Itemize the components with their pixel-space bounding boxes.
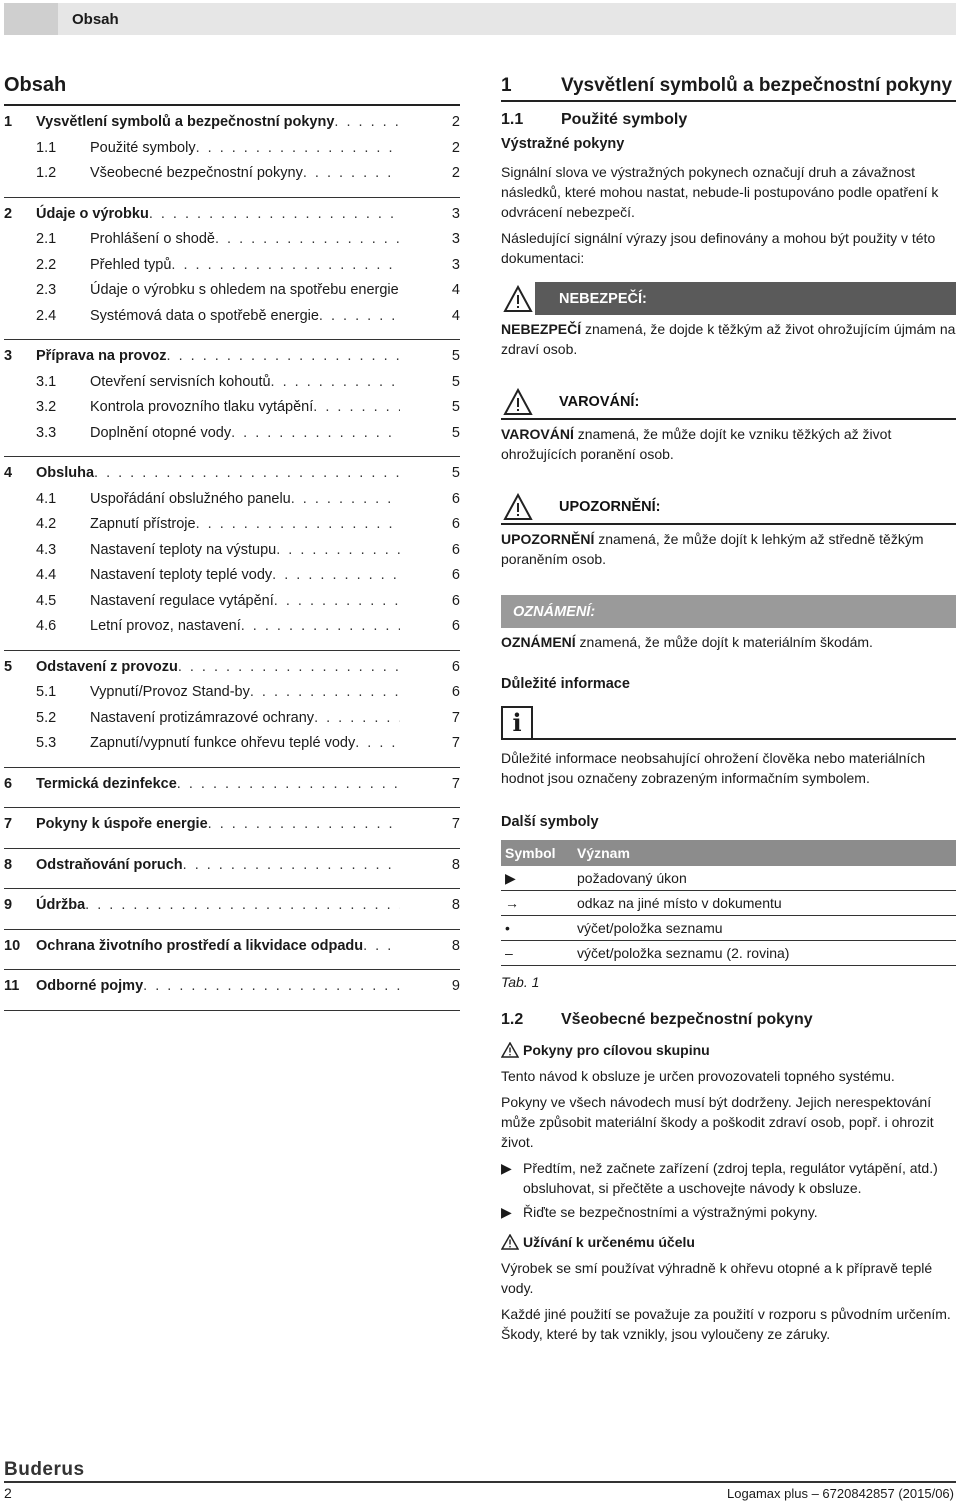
toc-page: 5: [451, 348, 460, 364]
notice-label: OZNÁMENÍ:: [513, 603, 596, 620]
section-rule: [501, 100, 956, 102]
section-1-title: Vysvětlení symbolů a bezpečnostní pokyny: [561, 75, 953, 96]
toc-leader: [271, 374, 400, 390]
table-cell: výčet/položka seznamu: [573, 916, 956, 941]
intended-use-title: Užívání k určenému účelu: [523, 1234, 695, 1250]
danger-text: [501, 319, 956, 359]
toc-subentry[interactable]: [4, 231, 460, 257]
table-row: [501, 941, 956, 966]
table-row: [501, 866, 956, 891]
toc-label: Uspořádání obslužného panelu: [90, 490, 291, 507]
toc-section: [4, 651, 460, 768]
toc-leader: [178, 659, 400, 675]
toc-leader: [363, 938, 400, 954]
info-title: Důležité informace: [501, 676, 630, 692]
section-1-number: 1: [501, 75, 512, 96]
right-column: [501, 72, 956, 1350]
toc-page: 6: [451, 516, 460, 532]
toc-leader: [274, 593, 400, 609]
info-text: Důležité informace neobsahující ohrožení člověka nebo materiálních hodnot jsou označeny zobrazeným informačním symbolem.: [501, 750, 926, 786]
toc-section: [4, 930, 460, 971]
table-caption: Tab. 1: [501, 974, 540, 990]
notice-word: OZNÁMENÍ: [501, 634, 576, 650]
toc-page: 6: [451, 618, 460, 634]
toc-label: Nastavení protizámrazové ochrany: [90, 709, 315, 726]
caution-banner: [501, 490, 956, 525]
toc-leader: [149, 206, 400, 222]
toc-leader: [313, 399, 400, 415]
toc-section: [4, 457, 460, 651]
toc-number: 5: [4, 658, 13, 675]
toc-leader: [272, 567, 400, 583]
list-item-text: Předtím, než začnete zařízení (zdroj tepla, regulátor vytápění, atd.) obsluhovat, si přečtěte a uschovejte návody k obsluze.: [523, 1160, 938, 1196]
toc-leader: [334, 114, 400, 130]
warning-text: [501, 424, 956, 464]
toc-section: [4, 198, 460, 341]
toc-subentry[interactable]: [4, 491, 460, 517]
toc-page: 8: [451, 937, 460, 954]
toc-subentry[interactable]: [4, 399, 460, 425]
section-1-2-title: Všeobecné bezpečnostní pokyny: [561, 1011, 813, 1028]
toc-label: Nastavení teploty teplé vody: [90, 567, 273, 583]
toc-section: [4, 340, 460, 457]
toc-leader: [196, 516, 400, 532]
toc-number: 3.2: [36, 399, 57, 415]
use-text-1: Výrobek se smí používat výhradně k ohřevu otopné a k přípravě teplé vody.: [501, 1260, 933, 1296]
toc-label: Příprava na provoz: [36, 348, 167, 364]
toc-leader: [85, 897, 400, 913]
toc-section: [4, 768, 460, 809]
info-icon: i: [501, 706, 533, 740]
list-item: [501, 1202, 956, 1222]
warning-triangle-icon: [501, 282, 535, 315]
toc-leader: [355, 735, 400, 751]
toc-subentry[interactable]: [4, 374, 460, 400]
list-item-text: Řiďte se bezpečnostními a výstražnými pokyny.: [523, 1204, 818, 1220]
toc-label: Použité symboly: [90, 139, 196, 156]
toc-page: 2: [451, 114, 460, 130]
list-item: [501, 1158, 956, 1198]
toc-label: Obsluha: [36, 465, 95, 481]
target-text-1: Tento návod k obsluze je určen provozovateli topného systému.: [501, 1068, 895, 1084]
toc-leader: [291, 491, 400, 507]
toc-page: 6: [451, 567, 460, 583]
toc-number: 4: [4, 465, 13, 481]
toc-page: 7: [451, 816, 460, 832]
section-1-2-number: 1.2: [501, 1011, 524, 1028]
toc-label: Nastavení regulace vytápění: [90, 592, 274, 609]
toc-leader: [208, 816, 400, 832]
toc-number: 4.3: [36, 541, 57, 558]
table-of-contents: [4, 72, 460, 1011]
notice-banner: [501, 595, 956, 628]
toc-section: [4, 808, 460, 849]
toc-body: [4, 106, 460, 1011]
toc-leader: [276, 542, 400, 558]
toc-leader: [94, 465, 400, 481]
toc-label: Odstavení z provozu: [36, 658, 178, 675]
action-arrow-icon: ▶: [501, 1160, 512, 1176]
toc-subentry[interactable]: [4, 140, 460, 166]
header-title: Obsah: [72, 11, 119, 28]
toc-label: Nastavení teploty na výstupu: [90, 541, 277, 558]
toc-label: Letní provoz, nastavení: [90, 618, 241, 634]
toc-leader: [177, 776, 400, 792]
header-tab: [4, 3, 58, 35]
toc-number: 2: [4, 205, 13, 222]
toc-leader: [250, 684, 400, 700]
toc-number: 1.1: [36, 139, 57, 156]
toc-label: Prohlášení o shodě: [90, 231, 215, 247]
toc-number: 10: [4, 937, 21, 954]
toc-label: Otevření servisních kohoutů: [90, 373, 271, 390]
toc-number: 3.3: [36, 424, 57, 441]
warning-word: VAROVÁNÍ: [501, 426, 574, 442]
toc-subentry[interactable]: [4, 684, 460, 710]
section-1-1-title: Použité symboly: [561, 111, 688, 128]
toc-entry[interactable]: [4, 114, 460, 140]
warning-label: VAROVÁNÍ:: [559, 393, 640, 410]
footer-rule: [4, 1481, 956, 1483]
toc-section: [4, 970, 460, 1011]
warnings-intro-2: Následující signální výrazy jsou definovány a mohou být použity v této dokumentaci:: [501, 230, 936, 266]
toc-page: 6: [451, 684, 460, 700]
info-rule: [533, 738, 956, 740]
toc-label: Všeobecné bezpečnostní pokyny: [90, 165, 303, 181]
warning-triangle-icon: [501, 385, 535, 418]
toc-label: Systémová data o spotřebě energie: [90, 307, 319, 324]
toc-label: Zapnutí přístroje: [90, 516, 196, 532]
toc-number: 6: [4, 775, 13, 792]
warning-triangle-icon: [501, 1042, 519, 1058]
toc-page: 5: [451, 399, 460, 415]
toc-page: 9: [451, 978, 460, 994]
toc-leader: [215, 231, 400, 247]
toc-entry[interactable]: [4, 938, 460, 964]
toc-leader: [231, 425, 400, 441]
table-cell: odkaz na jiné místo v dokumentu: [573, 891, 956, 916]
caution-label: UPOZORNĚNÍ:: [559, 498, 661, 515]
toc-title: Obsah: [4, 74, 67, 96]
toc-page: 7: [451, 735, 460, 751]
action-arrow-icon: ▶: [501, 1204, 512, 1220]
toc-number: 8: [4, 856, 13, 873]
warning-triangle-icon: [501, 1234, 519, 1250]
toc-leader: [314, 710, 400, 726]
toc-label: Pokyny k úspoře energie: [36, 816, 208, 832]
toc-number: 11: [4, 978, 20, 994]
table-row: [501, 891, 956, 916]
document-id: Logamax plus – 6720842857 (2015/06): [727, 1486, 954, 1501]
toc-subentry[interactable]: [4, 308, 460, 334]
toc-number: 2.3: [36, 282, 57, 298]
section-1-1-heading: [501, 110, 956, 130]
toc-number: 7: [4, 816, 13, 832]
toc-label: Údržba: [36, 897, 86, 913]
toc-subentry[interactable]: [4, 710, 460, 736]
target-text-2: Pokyny ve všech návodech musí být dodrženy. Jejich nerespektování může způsobit materiální škody a poškodit zdraví osob, popř. i ohrozit život.: [501, 1094, 934, 1150]
toc-label: Vypnutí/Provoz Stand-by: [90, 684, 250, 700]
table-cell: výčet/položka seznamu (2. rovina): [573, 941, 956, 966]
toc-page: 7: [451, 775, 460, 792]
section-1-heading: [501, 72, 956, 100]
toc-page: 4: [451, 282, 460, 298]
symbol-reference-icon: →: [501, 891, 573, 916]
toc-subentry[interactable]: [4, 735, 460, 761]
caution-text: [501, 529, 956, 569]
toc-label: Vysvětlení symbolů a bezpečnostní pokyny: [36, 114, 335, 130]
toc-number: 3.1: [36, 373, 57, 390]
target-group-heading: [501, 1040, 956, 1060]
toc-subentry[interactable]: [4, 257, 460, 283]
toc-section: [4, 889, 460, 930]
warning-banner: [501, 385, 956, 420]
toc-leader: [143, 978, 400, 994]
symbol-arrow-icon: ▶: [501, 866, 573, 891]
use-text-2: Každé jiné použití se považuje za použití v rozporu s původním určením. Škody, které by tak vznikly, jsou vyloučeny ze záruky.: [501, 1306, 951, 1342]
notice-text: [501, 632, 956, 652]
toc-entry[interactable]: [4, 816, 460, 842]
page-number: 2: [4, 1485, 12, 1501]
toc-label: Odstraňování poruch: [36, 856, 183, 873]
toc-subentry[interactable]: [4, 542, 460, 568]
table-cell: požadovaný úkon: [573, 866, 956, 891]
toc-number: 5.3: [36, 735, 57, 751]
toc-section: [4, 849, 460, 890]
toc-label: Kontrola provozního tlaku vytápění: [90, 399, 314, 415]
toc-page: 6: [451, 592, 460, 609]
toc-entry[interactable]: [4, 857, 460, 883]
warnings-title: Výstražné pokyny: [501, 136, 625, 152]
section-1-1-number: 1.1: [501, 111, 524, 128]
toc-number: 5.1: [36, 684, 57, 700]
toc-label: Přehled typů: [90, 256, 172, 273]
toc-entry[interactable]: [4, 897, 460, 923]
toc-page: 2: [451, 139, 460, 156]
toc-entry[interactable]: [4, 776, 460, 802]
brand-logo: Buderus: [4, 1459, 85, 1480]
toc-leader: [196, 140, 400, 156]
symbol-dash-icon: –: [501, 941, 573, 966]
toc-number: 3: [4, 348, 13, 364]
section-1-2-heading: [501, 1010, 956, 1030]
warnings-intro: Signální slova ve výstražných pokynech označují druh a závažnost následků, které mohou nastat, nebude-li postupováno podle opatření k odvrácení nebezpečí.: [501, 164, 939, 220]
toc-leader: [319, 308, 400, 324]
toc-page: 8: [451, 856, 460, 873]
toc-page: 7: [451, 709, 460, 726]
other-symbols-title: Další symboly: [501, 814, 599, 830]
toc-number: 2.1: [36, 231, 57, 247]
danger-label: NEBEZPEČÍ:: [559, 290, 647, 307]
toc-subentry[interactable]: [4, 425, 460, 451]
toc-subentry[interactable]: [4, 618, 460, 644]
toc-number: 1: [4, 114, 13, 130]
toc-page: 3: [451, 256, 460, 273]
table-header-symbol: Symbol: [501, 840, 573, 866]
toc-subentry[interactable]: [4, 165, 460, 191]
toc-number: 4.5: [36, 592, 57, 609]
toc-number: 4.2: [36, 516, 57, 532]
toc-page: 2: [451, 165, 460, 181]
toc-number: 9: [4, 897, 13, 913]
toc-subentry[interactable]: [4, 516, 460, 542]
toc-number: 2.4: [36, 307, 57, 324]
toc-leader: [167, 348, 400, 364]
danger-banner: [501, 282, 956, 315]
toc-entry[interactable]: [4, 206, 460, 232]
toc-page: 4: [451, 307, 460, 324]
toc-number: 4.1: [36, 490, 57, 507]
toc-entry[interactable]: [4, 465, 460, 491]
toc-label: Termická dezinfekce: [36, 775, 177, 792]
symbol-bullet-icon: •: [501, 916, 573, 941]
danger-description: znamená, že dojde k těžkým až život ohrožujícím újmám na zdraví osob.: [501, 321, 956, 357]
info-box: [501, 706, 956, 740]
caution-description: znamená, že může dojít k lehkým až středně těžkým poraněním osob.: [501, 531, 924, 567]
toc-subentry[interactable]: [4, 567, 460, 593]
caution-word: UPOZORNĚNÍ: [501, 531, 595, 547]
toc-page: 6: [451, 490, 460, 507]
toc-section: [4, 106, 460, 198]
toc-page: 3: [451, 231, 460, 247]
warning-triangle-icon: [501, 490, 535, 523]
toc-leader: [183, 857, 400, 873]
toc-label: Zapnutí/vypnutí funkce ohřevu teplé vody: [90, 735, 356, 751]
toc-page: 5: [451, 373, 460, 390]
toc-leader: [241, 618, 400, 634]
toc-page: 6: [451, 541, 460, 558]
warning-description: znamená, že může dojít ke vzniku těžkých až život ohrožujících poranění osob.: [501, 426, 892, 462]
toc-entry[interactable]: [4, 659, 460, 685]
toc-leader: [171, 257, 400, 273]
toc-page: 6: [451, 658, 460, 675]
toc-label: Doplnění otopné vody: [90, 424, 232, 441]
toc-leader: [303, 165, 400, 181]
toc-entry[interactable]: [4, 348, 460, 374]
table-row: [501, 916, 956, 941]
table-header-meaning: Význam: [573, 840, 956, 866]
notice-description: znamená, že může dojít k materiálním škodám.: [575, 634, 873, 650]
page-header: [4, 3, 956, 35]
toc-subentry[interactable]: [4, 282, 460, 308]
toc-page: 5: [451, 424, 460, 441]
toc-entry[interactable]: [4, 978, 460, 1004]
toc-label: Údaje o výrobku s ohledem na spotřebu energie: [90, 282, 399, 298]
toc-page: 8: [451, 897, 460, 913]
toc-subentry[interactable]: [4, 593, 460, 619]
toc-number: 1.2: [36, 165, 57, 181]
toc-label: Údaje o výrobku: [36, 205, 149, 222]
toc-page: 3: [451, 205, 460, 222]
toc-number: 2.2: [36, 256, 57, 273]
toc-number: 5.2: [36, 709, 57, 726]
toc-label: Ochrana životního prostředí a likvidace odpadu: [36, 937, 364, 954]
toc-label: Odborné pojmy: [36, 978, 144, 994]
target-group-title: Pokyny pro cílovou skupinu: [523, 1042, 710, 1058]
intended-use-heading: [501, 1232, 956, 1252]
toc-number: 4.6: [36, 618, 57, 634]
toc-number: 4.4: [36, 567, 57, 583]
toc-page: 5: [451, 465, 460, 481]
danger-word: NEBEZPEČÍ: [501, 321, 582, 337]
symbols-table: [501, 840, 956, 966]
